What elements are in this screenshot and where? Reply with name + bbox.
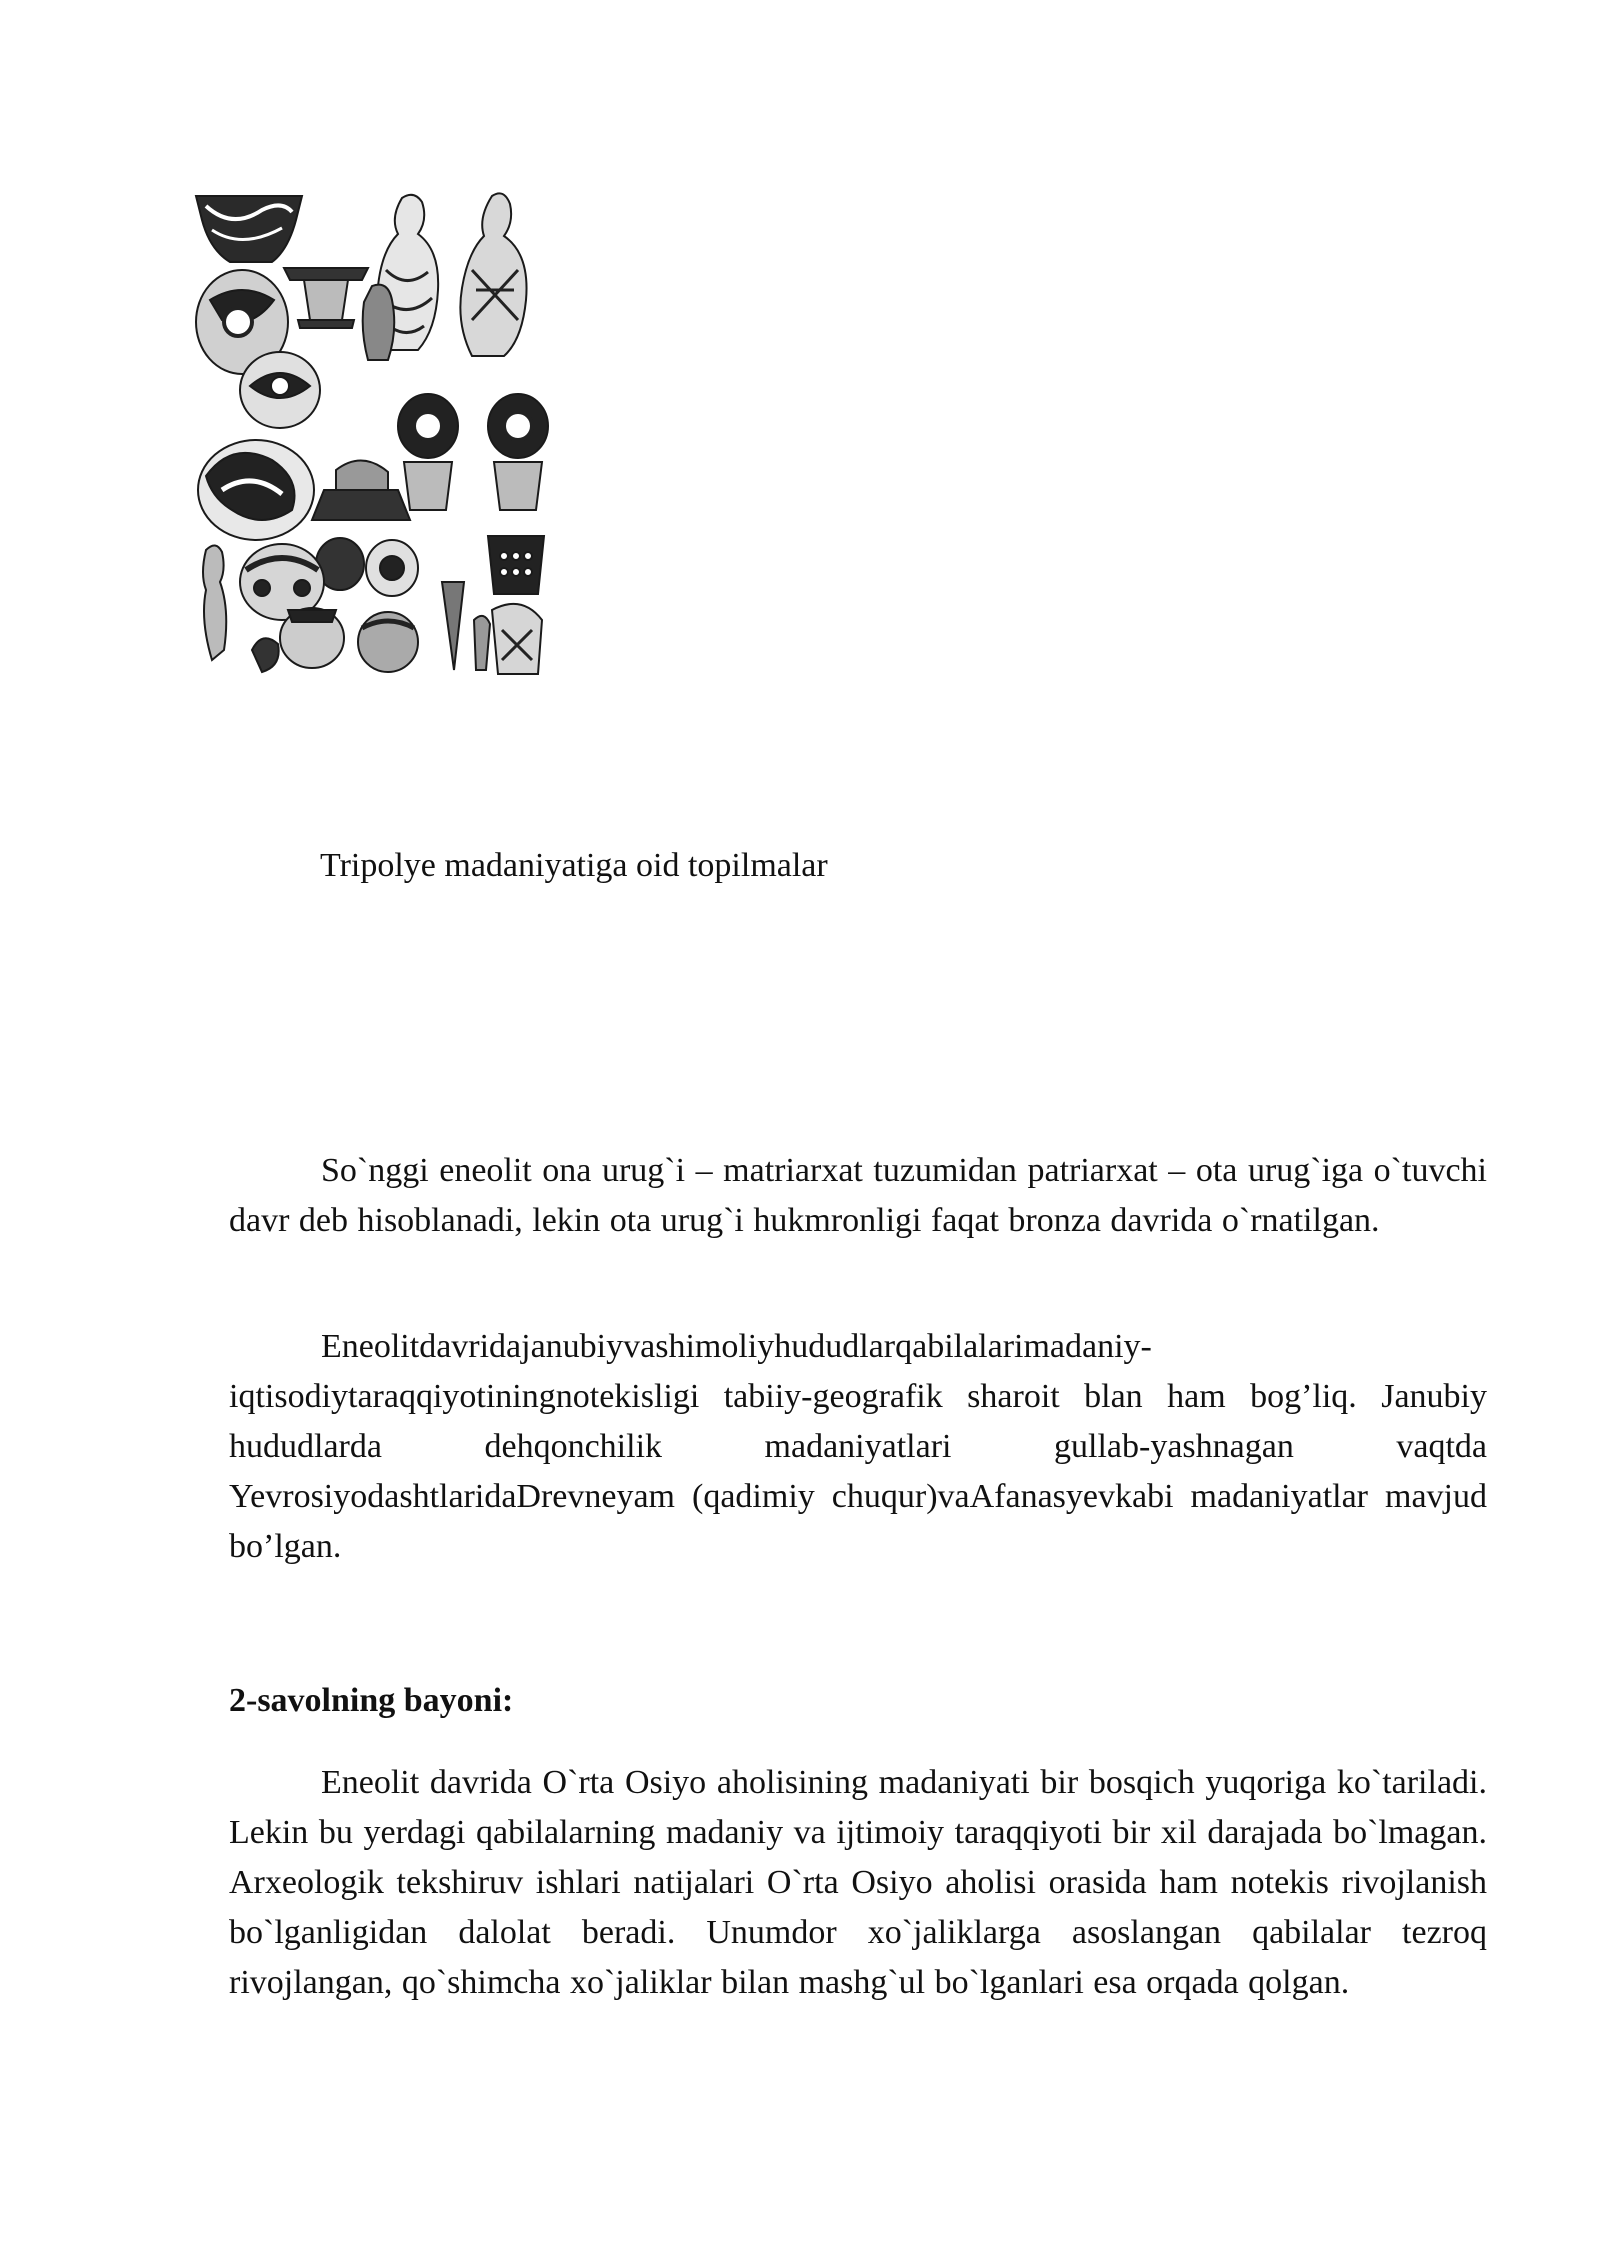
section-heading: 2-savolning bayoni: [229, 1682, 514, 1719]
section-paragraph [229, 1758, 1487, 2008]
paragraph-2 [229, 1322, 1487, 1572]
paragraph-text: Eneolitdavridajanubiyvashimoliyhududlarqabilalarimadaniy-iqtisodiytaraqqiyotiningnotekisligi tabiiy-geografik sharoit blan ham bog’liq. Janubiy hududlarda dehqonchilik madaniyatlari gullab-yashnagan vaqtda YevrosiyodashtlaridaDrevneyam (qadimiy chuqur)vaAfanasyevkabi madaniyatlar mavjud bo’lgan. [229, 1328, 1487, 1565]
tripolye-artifacts-illustration-icon [192, 190, 554, 682]
paragraph-text: So`nggi eneolit ona urug`i – matriarxat tuzumidan patriarxat – ota urug`iga o`tuvchi davr deb hisoblanadi, lekin ota urug`i hukmronligi faqat bronza davrida o`rnatilgan. [229, 1152, 1487, 1239]
paragraph-1 [229, 1146, 1487, 1246]
paragraph-text: Eneolit davrida O`rta Osiyo aholisining madaniyati bir bosqich yuqoriga ko`tariladi. Lekin bu yerdagi qabilalarning madaniy va ijtimoiy taraqqiyoti bir xil darajada bo`lmagan. Arxeologik tekshiruv ishlari natijalari O`rta Osiyo aholisi orasida ham notekis rivojlanish bo`lganligidan dalolat beradi. Unumdor xo`jaliklarga asoslangan qabilalar tezroq rivojlangan, qo`shimcha xo`jaliklar bilan mashg`ul bo`lganlari esa orqada qolgan. [229, 1764, 1487, 2001]
figure-caption: Tripolye madaniyatiga oid topilmalar [320, 847, 828, 884]
